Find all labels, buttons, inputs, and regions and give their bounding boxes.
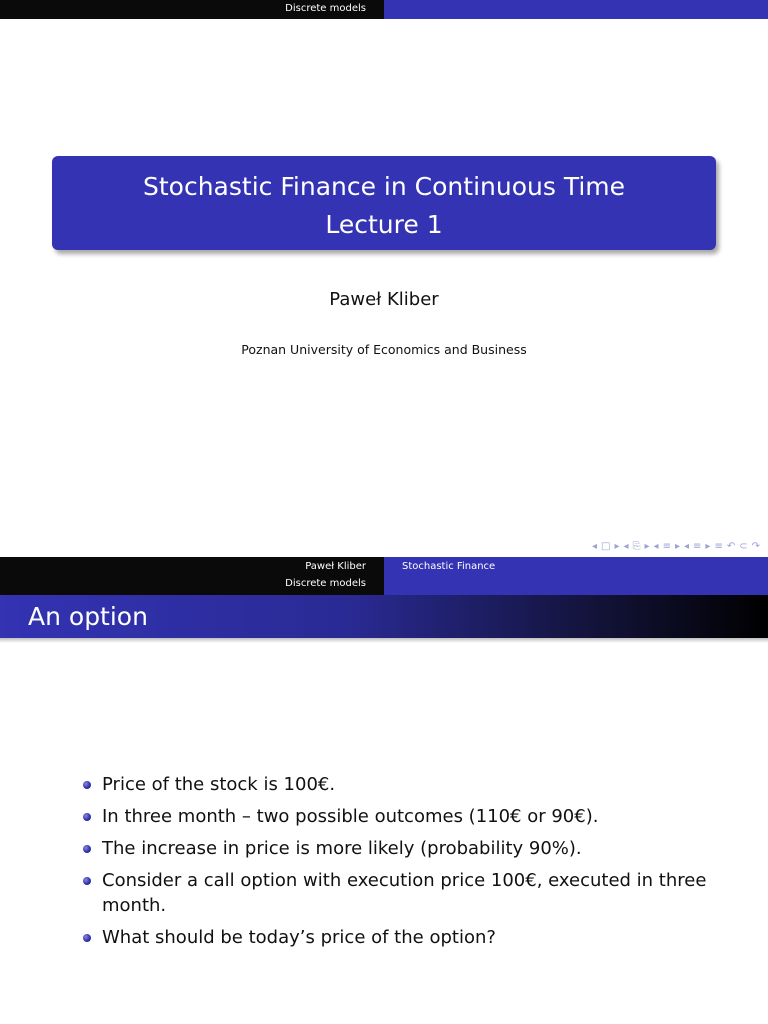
frame-title-shadow	[0, 638, 768, 643]
nav-back-icon[interactable]: ↶	[726, 540, 736, 552]
nav-prev-frame-icon[interactable]: ◂	[623, 540, 629, 552]
list-item	[80, 868, 720, 918]
bullet-list	[80, 772, 720, 957]
nav-slide-icon[interactable]: □	[600, 540, 611, 552]
headline-section: Discrete models	[285, 578, 366, 589]
nav-frame-icon[interactable]: ⎘	[632, 540, 641, 552]
title-block	[52, 156, 716, 250]
bullet-text: Price of the stock is 100€.	[102, 774, 336, 795]
nav-prev-section-icon[interactable]: ◂	[683, 540, 690, 552]
list-item	[80, 772, 720, 797]
bullet-icon	[83, 845, 91, 853]
slide2-headline-right	[384, 557, 768, 595]
nav-next-section-icon[interactable]: ▸	[705, 540, 711, 552]
bullet-icon	[83, 813, 91, 821]
nav-subsection-icon[interactable]: ≡	[662, 540, 671, 552]
bullet-icon	[83, 781, 91, 789]
bullet-text: What should be today’s price of the option?	[102, 927, 496, 948]
presentation-title: Stochastic Finance in Continuous Time	[143, 172, 625, 201]
bullet-text: The increase in price is more likely (probability 90%).	[102, 838, 582, 859]
nav-forward-icon[interactable]: ↷	[751, 540, 760, 552]
list-item	[80, 804, 720, 829]
bullet-icon	[83, 934, 91, 942]
nav-document-icon[interactable]: ≡	[714, 540, 723, 552]
headline-short-title: Stochastic Finance	[402, 561, 496, 572]
headline-author: Paweł Kliber	[305, 561, 366, 572]
bullet-text: Consider a call option with execution price 100€, executed in three month.	[102, 870, 707, 916]
nav-section-icon[interactable]: ≡	[693, 540, 702, 552]
author-name: Paweł Kliber	[329, 289, 439, 310]
slide1-headline-right	[384, 0, 768, 19]
presentation-subtitle: Lecture 1	[325, 210, 443, 239]
bullet-icon	[83, 877, 91, 885]
frame-title: An option	[0, 595, 768, 638]
slide1-headline-left	[0, 0, 384, 19]
list-item	[80, 925, 720, 950]
nav-search-icon[interactable]: ⊂	[739, 540, 748, 552]
nav-prev-slide-icon[interactable]: ◂	[591, 540, 597, 552]
nav-next-subsection-icon[interactable]: ▸	[674, 540, 680, 552]
navigation-symbols[interactable]	[592, 538, 760, 554]
slide2-headline-left	[0, 557, 384, 595]
bullet-text: In three month – two possible outcomes (110€ or 90€).	[102, 806, 599, 827]
nav-next-slide-icon[interactable]: ▸	[614, 540, 620, 552]
list-item	[80, 836, 720, 861]
slide1-section-name: Discrete models	[285, 3, 366, 14]
nav-prev-subsection-icon[interactable]: ◂	[653, 540, 659, 552]
nav-next-frame-icon[interactable]: ▸	[644, 540, 650, 552]
institute-name: Poznan University of Economics and Business	[241, 342, 527, 357]
